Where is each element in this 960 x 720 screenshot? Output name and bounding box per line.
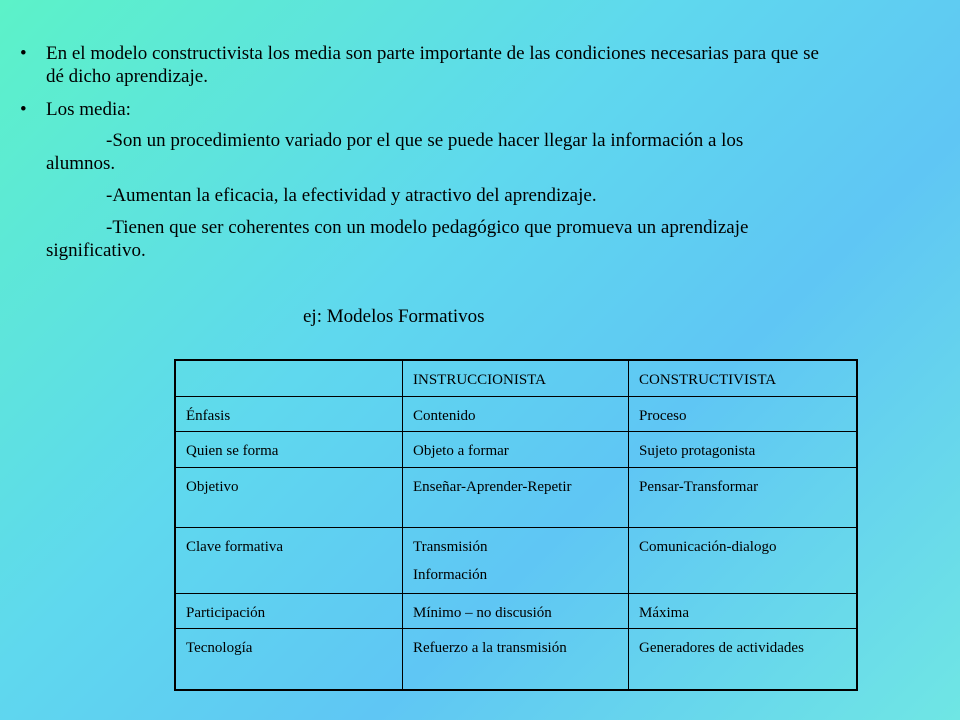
table-cell: Máxima <box>629 593 858 628</box>
models-table <box>174 359 858 691</box>
table-cell: Énfasis <box>175 396 403 431</box>
table-row <box>175 628 857 690</box>
table-cell: Enseñar-Aprender-Repetir <box>403 467 629 527</box>
table-cell: Tecnología <box>175 628 403 690</box>
bullet-icon: • <box>20 99 27 120</box>
bullet-icon: • <box>20 43 27 64</box>
clave-line-2: Información <box>413 566 488 583</box>
table-cell: Contenido <box>403 396 629 431</box>
sub-item-text: -Aumentan la eficacia, la efectividad y atractivo del aprendizaje. <box>106 185 597 206</box>
sub-item-text: -Son un procedimiento variado por el que se puede hacer llegar la información a los alumnos. <box>46 130 744 174</box>
table-header-cell: INSTRUCCIONISTA <box>403 360 629 396</box>
bullet-text: Los media: <box>46 99 131 120</box>
table-cell: Participación <box>175 593 403 628</box>
table-row <box>175 467 857 527</box>
table-cell: Pensar-Transformar <box>629 467 858 527</box>
table-cell: Mínimo – no discusión <box>403 593 629 628</box>
table-cell: Objetivo <box>175 467 403 527</box>
table-header-row <box>175 360 857 396</box>
table-row <box>175 527 857 593</box>
table-cell: Comunicación-dialogo <box>629 527 858 593</box>
table-header-cell: CONSTRUCTIVISTA <box>629 360 858 396</box>
sub-item-2 <box>46 184 846 207</box>
example-label: ej: Modelos Formativos <box>303 306 485 327</box>
bullet-item-2 <box>20 98 131 121</box>
table-row <box>175 593 857 628</box>
table-cell: Quien se forma <box>175 431 403 467</box>
table-cell: Clave formativa <box>175 527 403 593</box>
bullet-text: En el modelo constructivista los media son parte importante de las condiciones necesarias para que se dé dicho aprendizaje. <box>46 43 819 87</box>
table-row <box>175 431 857 467</box>
table-cell: Objeto a formar <box>403 431 629 467</box>
table-cell: Generadores de actividades <box>629 628 858 690</box>
table-cell: Proceso <box>629 396 858 431</box>
bullet-item-1 <box>20 42 836 88</box>
table-cell: Refuerzo a la transmisión <box>403 628 629 690</box>
sub-item-1 <box>46 129 806 175</box>
table-cell <box>403 527 629 593</box>
sub-item-text: -Tienen que ser coherentes con un modelo pedagógico que promueva un aprendizaje significativo. <box>46 217 749 261</box>
table-cell: Sujeto protagonista <box>629 431 858 467</box>
table-cell <box>175 360 403 396</box>
clave-line-1: Transmisión <box>413 538 488 555</box>
sub-item-3 <box>46 216 846 262</box>
table-row <box>175 396 857 431</box>
